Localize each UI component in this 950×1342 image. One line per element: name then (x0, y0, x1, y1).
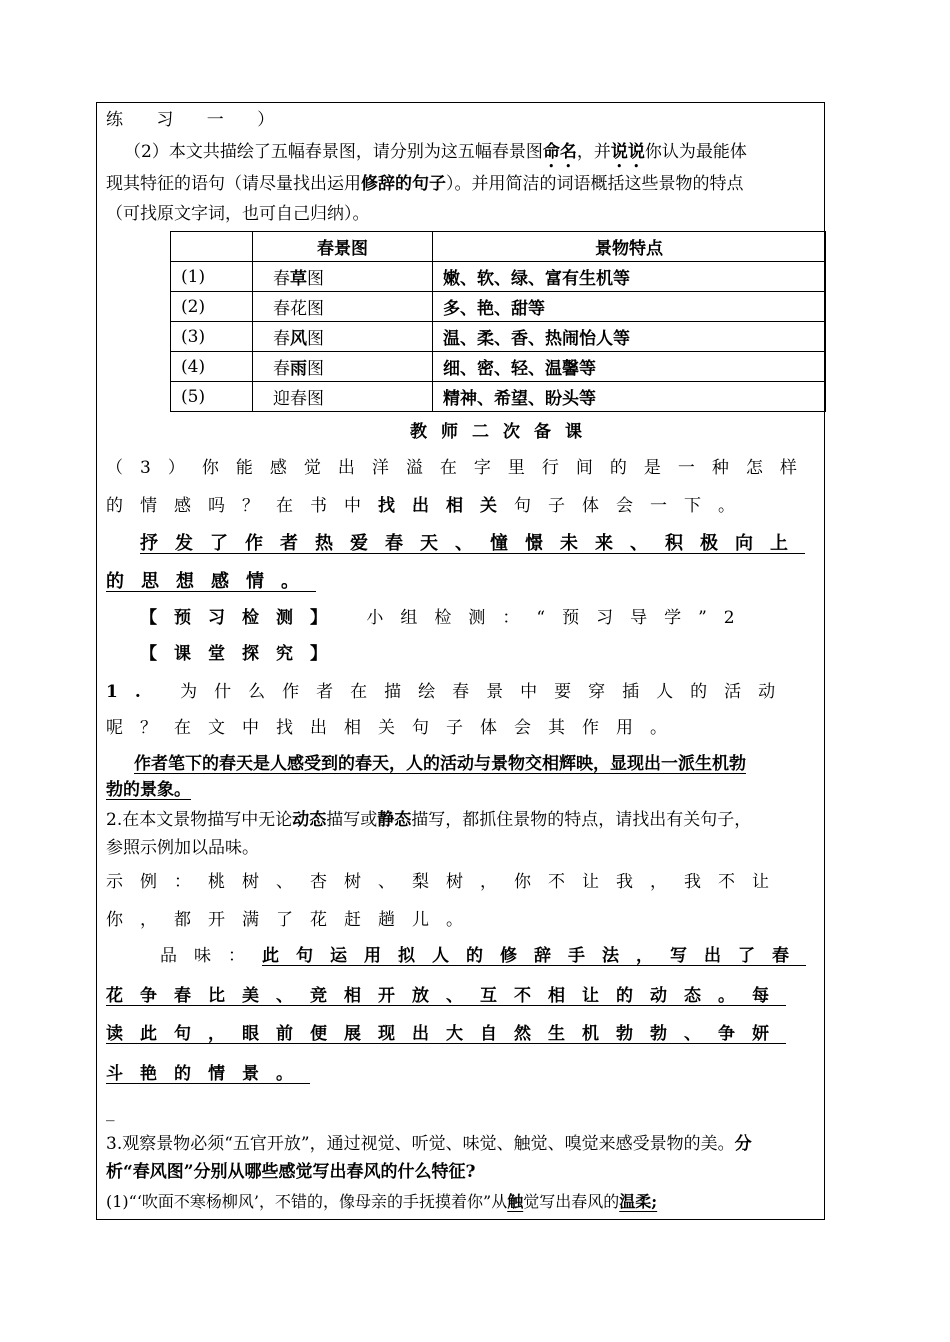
table-header-feature: 景物特点 (433, 232, 826, 262)
q2-keyword-say: 说说 (610, 142, 645, 162)
preview-check-line (140, 606, 752, 630)
taste-label: 品味： (160, 946, 262, 966)
row-num: (3) (171, 322, 253, 352)
table-header-scene: 春景图 (253, 232, 433, 262)
table-header-num (171, 232, 253, 262)
explore-2-line-2: 参照示例加以品味。 (106, 838, 259, 858)
row-scene: 春雨图 (253, 352, 433, 382)
taste-line-3: 读此句，眼前便展现出大自然生机勃勃、争妍 (106, 1024, 786, 1044)
row-num: (1) (171, 262, 253, 292)
table-row (171, 262, 826, 292)
classroom-explore-label: 【课堂探究】 (140, 644, 344, 664)
keyword-static: 静态 (377, 810, 412, 830)
q2-text-e: 你认为最能体 (644, 142, 747, 162)
row-feature: 细、密、轻、温馨等 (433, 352, 826, 382)
q3-answer-line-2: 的思想感情。 (106, 571, 316, 592)
q2-text-h: ）。并用简洁的词语概括这些景物的特点 (446, 174, 744, 194)
question-2-line-3: （可找原文字词，也可自己归纳）。 (106, 204, 370, 224)
q3-line-2: 的情感吗？在书中找出相关句子体会一下。 (106, 496, 752, 516)
q3-line-1: （3）你能感觉出洋溢在字里行间的是一种怎样 (106, 458, 814, 478)
preview-text: 小组检测：“预习导学”2 (366, 608, 752, 628)
row-feature: 多、艳、甜等 (433, 292, 826, 322)
table-row (171, 292, 826, 322)
taste-answer-1: 此句运用拟人的修辞手法，写出了春 (262, 946, 806, 966)
explore-1-line-2: 呢？在文中找出相关句子体会其作用。 (106, 718, 684, 738)
row-num: (2) (171, 292, 253, 322)
blank-underscore: _ (106, 1102, 115, 1122)
taste-line-4: 斗艳的情景。 (106, 1064, 310, 1084)
taste-line-2: 花争春比美、竞相开放、互不相让的动态。每 (106, 986, 786, 1006)
question-2-line-1 (124, 140, 747, 172)
explore-3-line-2: 析“春风图”分别从哪些感觉写出春风的什么特征? (106, 1162, 476, 1182)
q3-keyword: 找出相关 (378, 496, 514, 516)
row-num: (5) (171, 382, 253, 412)
example-line-1: 示例：桃树、杏树、梨树，你不让我，我不让 (106, 872, 786, 892)
explore-2-line-1: 2.在本文景物描写中无论动态描写或静态描写，都抓住景物的特点，请找出有关句子， (106, 810, 752, 830)
q2-keyword-name: 命名 (542, 142, 577, 162)
explore-1-line-1: 1. 为什么作者在描绘春景中要穿插人的活动 (106, 682, 793, 702)
q3-answer-line-1: 抒发了作者热爱春天、憧憬未来、积极向上 (140, 533, 805, 554)
table-row (171, 352, 826, 382)
taste-line-1 (160, 944, 806, 968)
keyword-gentle: 温柔; (619, 1192, 658, 1211)
preview-label: 【预习检测】 (140, 608, 344, 628)
row-scene: 春花图 (253, 292, 433, 322)
explore-3-sub-1: (1)“‘吹面不寒杨柳风’，不错的，像母亲的手抚摸着你”从触觉写出春风的温柔; (106, 1192, 658, 1211)
row-scene: 春草图 (253, 262, 433, 292)
question-2-line-2 (106, 172, 744, 196)
explore-1-answer-2: 勃的景象。 (106, 780, 191, 800)
spring-scene-table (170, 231, 826, 412)
explore-1-answer-1: 作者笔下的春天是人感受到的春天，人的活动与景物交相辉映，显现出一派生机勃 (134, 754, 746, 774)
row-num: (4) (171, 352, 253, 382)
table-header-row (171, 232, 826, 262)
keyword-touch: 触 (507, 1192, 524, 1211)
row-feature: 温、柔、香、热闹怡人等 (433, 322, 826, 352)
row-scene: 春风图 (253, 322, 433, 352)
example-line-2: 你，都开满了花赶趟儿。 (106, 910, 480, 930)
keyword-dynamic: 动态 (292, 810, 327, 830)
q2-text-a: （2）本文共描绘了五幅春景图，请分别为这五幅春景图 (124, 142, 543, 162)
practice-one-line: 练 习 一 ） (106, 110, 289, 130)
explore-3-line-1: 3.观察景物必须“五官开放”，通过视觉、听觉、味觉、触觉、嗅觉来感受景物的美。分 (106, 1134, 752, 1154)
table-row (171, 322, 826, 352)
row-feature: 精神、希望、盼头等 (433, 382, 826, 412)
row-scene: 迎春图 (253, 382, 433, 412)
q2-keyword-rhetoric: 修辞的句子 (361, 174, 446, 194)
row-feature: 嫩、软、绿、富有生机等 (433, 262, 826, 292)
teacher-prep-heading: 教师二次备课 (410, 422, 596, 442)
q2-text-c: ，并 (576, 142, 611, 162)
table-row (171, 382, 826, 412)
q2-text-f: 现其特征的语句（请尽量找出运用 (106, 174, 361, 194)
